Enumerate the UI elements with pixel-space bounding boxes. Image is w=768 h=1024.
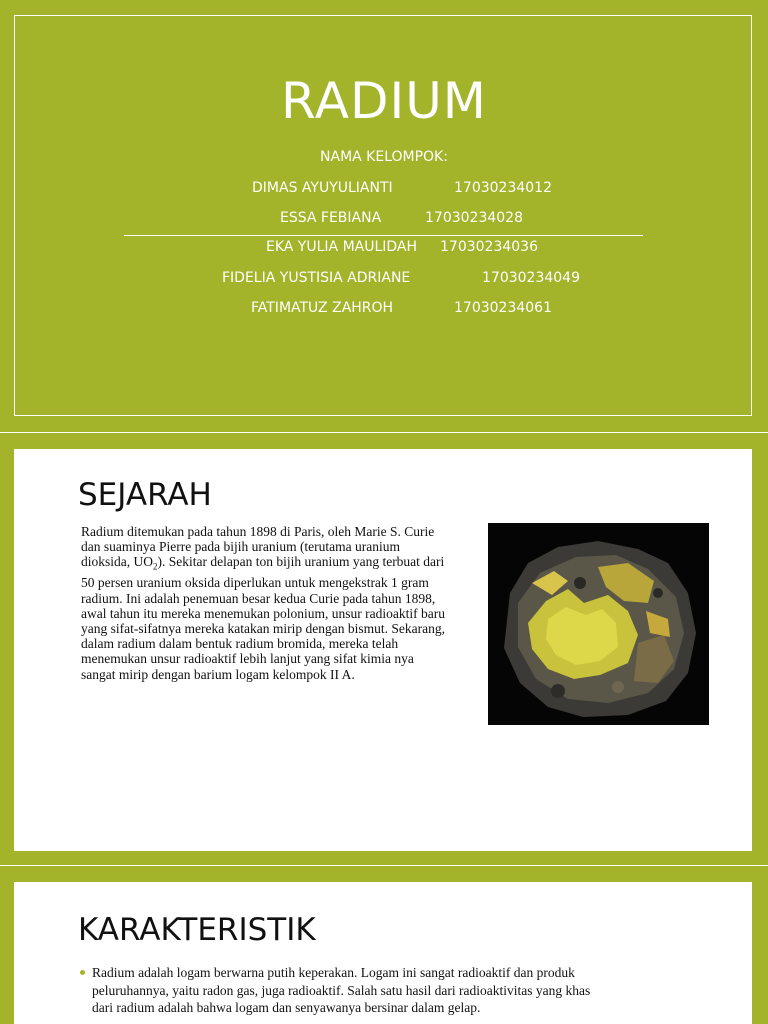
- member-id: 17030234028: [425, 210, 523, 226]
- paragraph-line: Radium ditemukan pada tahun 1898 di Paris, oleh Marie S. Curie: [81, 524, 435, 539]
- bullet-line: peluruhannya, yaitu radon gas, juga radioaktif. Salah satu hasil dari radioaktivitas yang khas: [92, 982, 591, 998]
- paragraph-line: dan suaminya Pierre pada bijih uranium (terutama uranium: [81, 539, 401, 555]
- member-row: [0, 239, 768, 261]
- paragraph-line: awal tahun itu mereka menemukan polonium, unsur radioaktif baru: [81, 605, 446, 621]
- paragraph-line: 50 persen uranium oksida diperlukan untuk mengekstrak 1 gram: [81, 575, 429, 591]
- bullet-icon: [80, 970, 85, 975]
- member-row: [0, 180, 768, 202]
- title-slide: [0, 0, 768, 432]
- member-id: 17030234061: [454, 300, 552, 316]
- title-divider: [124, 235, 643, 236]
- radium-ore-image: [488, 523, 709, 725]
- paragraph-line: dioksida, $UO_2$). Sekitar delapan ton bijih uranium yang terbuat dari: [81, 554, 445, 573]
- bullet-line: dari radium adalah bahwa logam dan senyawanya bersinar dalam gelap.: [92, 1000, 481, 1015]
- paragraph-line: sangat mirip dengan barium logam kelompok II A.: [81, 666, 355, 682]
- slide-separator: [0, 865, 768, 866]
- karakteristik-bullet: [92, 964, 702, 1017]
- member-row: [0, 300, 768, 322]
- member-id: 17030234012: [454, 180, 552, 196]
- member-row: [0, 270, 768, 292]
- slide-title: RADIUM: [281, 72, 487, 130]
- member-name: EKA YULIA MAULIDAH: [266, 239, 418, 255]
- paragraph-line: radium. Ini adalah penemuan besar kedua Curie pada tahun 1898,: [81, 590, 436, 606]
- member-name: FATIMATUZ ZAHROH: [251, 300, 394, 316]
- karakteristik-slide: [14, 882, 752, 1024]
- slide-separator: [0, 432, 768, 433]
- sejarah-heading: SEJARAH: [78, 477, 212, 513]
- member-name: FIDELIA YUSTISIA ADRIANE: [222, 270, 411, 286]
- member-name: ESSA FEBIANA: [280, 210, 382, 226]
- sejarah-slide: [14, 449, 752, 851]
- bullet-line: Radium adalah logam berwarna putih keperakan. Logam ini sangat radioaktif dan produk: [92, 965, 575, 980]
- group-label: NAMA KELOMPOK:: [320, 149, 448, 165]
- member-id: 17030234049: [482, 270, 580, 286]
- paragraph-line: yang sifat-sifatnya mereka katakan mirip dengan bismut. Sekarang,: [81, 620, 446, 636]
- karakteristik-heading: KARAKTERISTIK: [78, 912, 316, 948]
- sejarah-paragraph: [81, 524, 471, 682]
- member-row: [0, 210, 768, 232]
- paragraph-line: menemukan unsur radioaktif lebih lanjut yang sifat kimia nya: [81, 651, 414, 667]
- paragraph-line: dalam radium dalam bentuk radium bromida, mereka telah: [81, 636, 399, 652]
- member-id: 17030234036: [440, 239, 538, 255]
- member-name: DIMAS AYUYULIANTI: [252, 180, 393, 196]
